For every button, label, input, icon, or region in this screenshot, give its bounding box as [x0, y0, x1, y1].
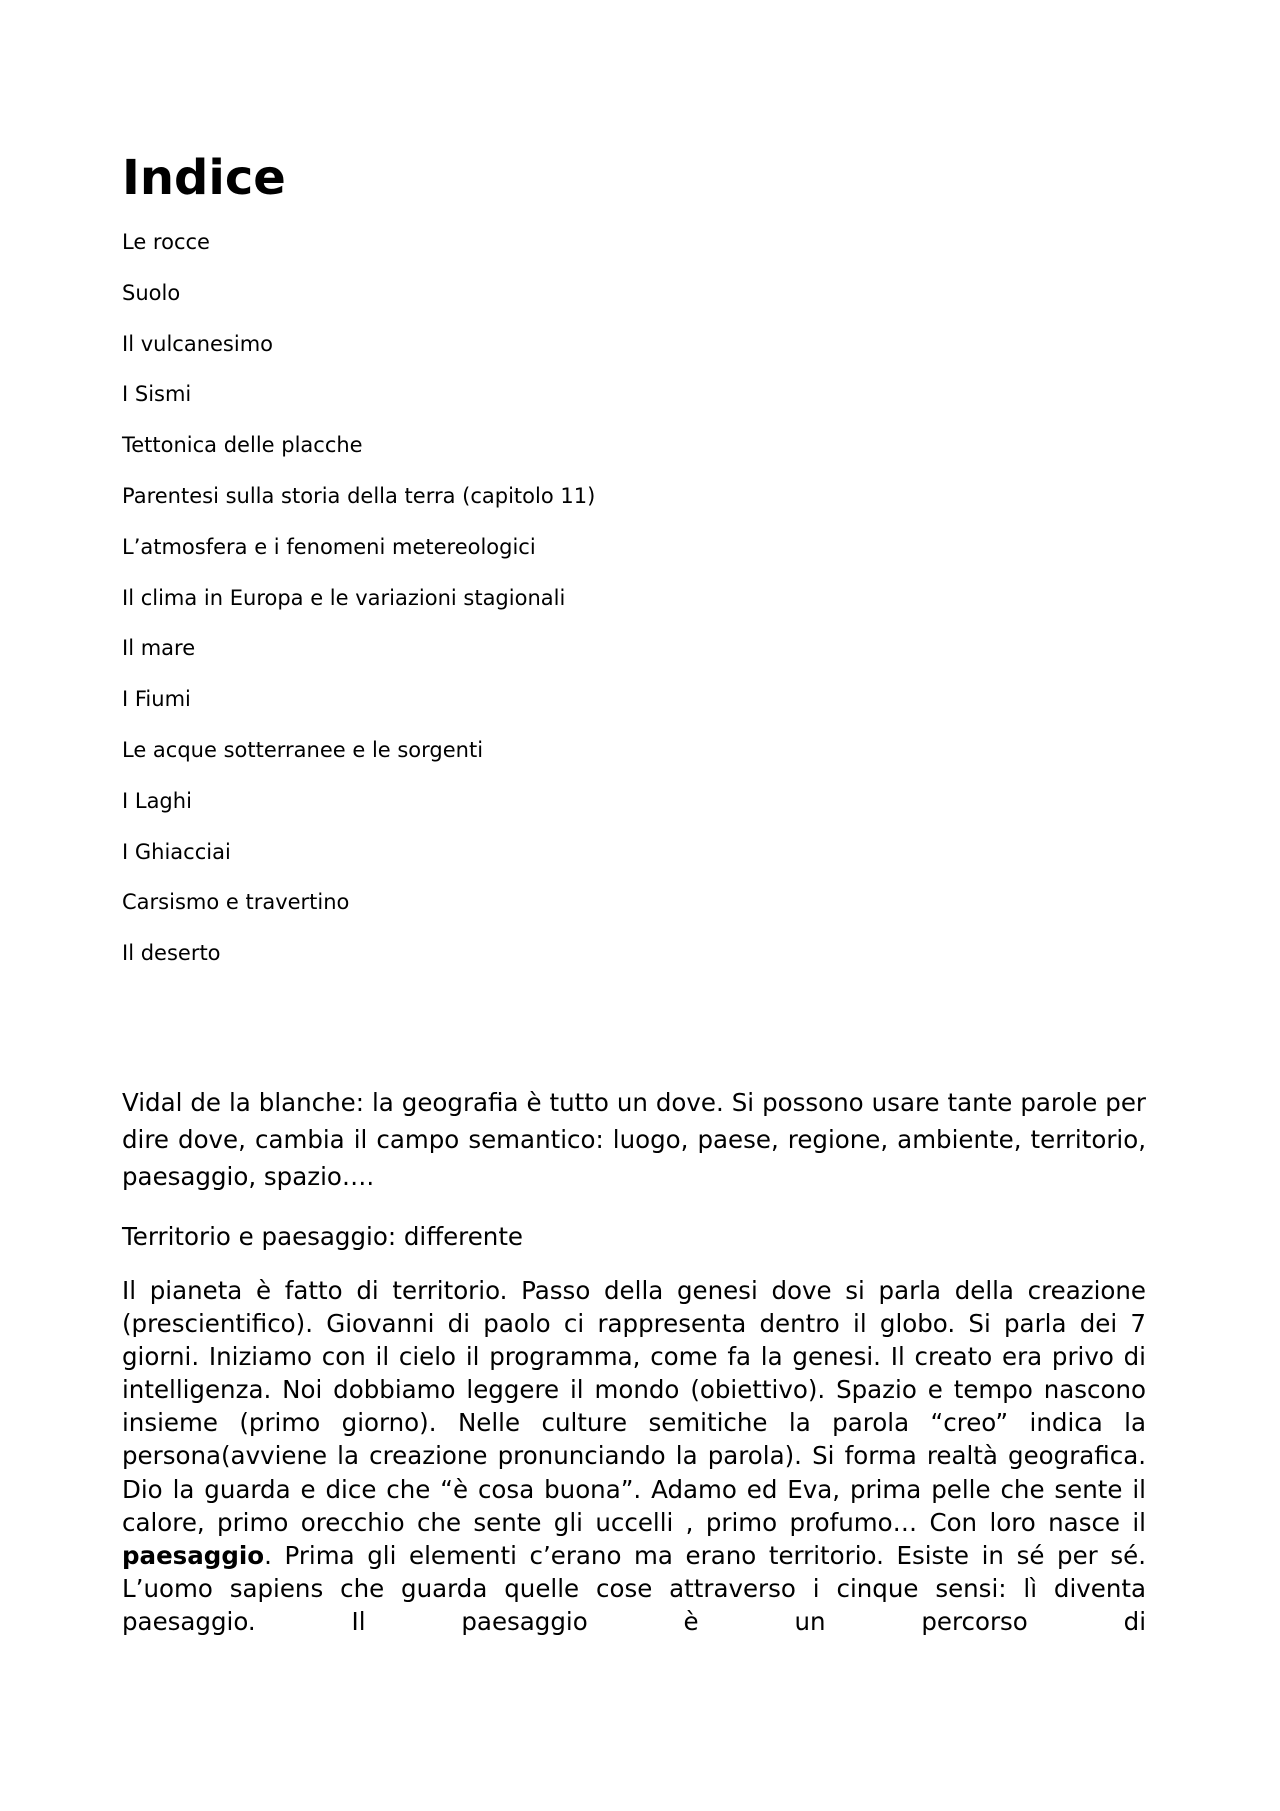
toc-item[interactable]: Il clima in Europa e le variazioni stagionali: [122, 585, 566, 610]
body-paragraph-main: [122, 1274, 1146, 1638]
toc-item[interactable]: I Sismi: [122, 382, 192, 407]
toc-item[interactable]: Il vulcanesimo: [122, 331, 273, 356]
body-paragraph-subheading: Territorio e paesaggio: differente: [122, 1222, 523, 1251]
body-paragraph-intro: Vidal de la blanche: la geografia è tutto un dove. Si possono usare tante parole per dire dove, cambia il campo semantico: luogo, paese, regione, ambiente, territorio, paesaggio, spazio….: [122, 1088, 1146, 1191]
toc-item[interactable]: I Laghi: [122, 788, 192, 813]
toc-item[interactable]: Tettonica delle placche: [122, 433, 363, 458]
index-title: Indice: [122, 150, 286, 206]
toc-item[interactable]: I Ghiacciai: [122, 839, 231, 864]
toc-item[interactable]: Le rocce: [122, 230, 210, 254]
toc-item[interactable]: Carsismo e travertino: [122, 890, 350, 915]
toc-item[interactable]: Le acque sotterranee e le sorgenti: [122, 737, 484, 762]
bold-term: paesaggio: [122, 1540, 265, 1570]
paragraph-text: Il pianeta è fatto di territorio. Passo della genesi dove si parla della creazione (prescientifico). Giovanni di paolo ci rappresenta dentro il globo. Si parla dei 7 giorni. Iniziamo con il cielo il programma, come fa la genesi. Il creato era privo di intelligenza. Noi dobbiamo leggere il mondo (obiettivo). Spazio e tempo nascono insieme (primo giorno). Nelle culture semitiche la parola “creo” indica la persona(avviene la creazione pronunciando la parola). Si forma realtà geografica. Dio la guarda e dice che “è cosa buona”. Adamo ed Eva, prima pelle che sente il calore, primo orecchio che sente gli uccelli , primo profumo… Con loro nasce il: [122, 1276, 1146, 1537]
toc-item[interactable]: L’atmosfera e i fenomeni metereologici: [122, 534, 536, 559]
toc-item[interactable]: I Fiumi: [122, 687, 191, 712]
toc-item[interactable]: Parentesi sulla storia della terra (capitolo 11): [122, 483, 596, 508]
paragraph-text: . Prima gli elementi c’erano ma erano territorio. Esiste in sé per sé. L’uomo sapiens che guarda quelle cose attraverso i cinque sensi: lì diventa paesaggio. Il paesaggio è un percorso di: [122, 1540, 1146, 1636]
toc-item[interactable]: Suolo: [122, 280, 181, 305]
toc-item[interactable]: Il mare: [122, 636, 196, 661]
toc-item[interactable]: Il deserto: [122, 941, 221, 966]
table-of-contents: [122, 228, 595, 990]
